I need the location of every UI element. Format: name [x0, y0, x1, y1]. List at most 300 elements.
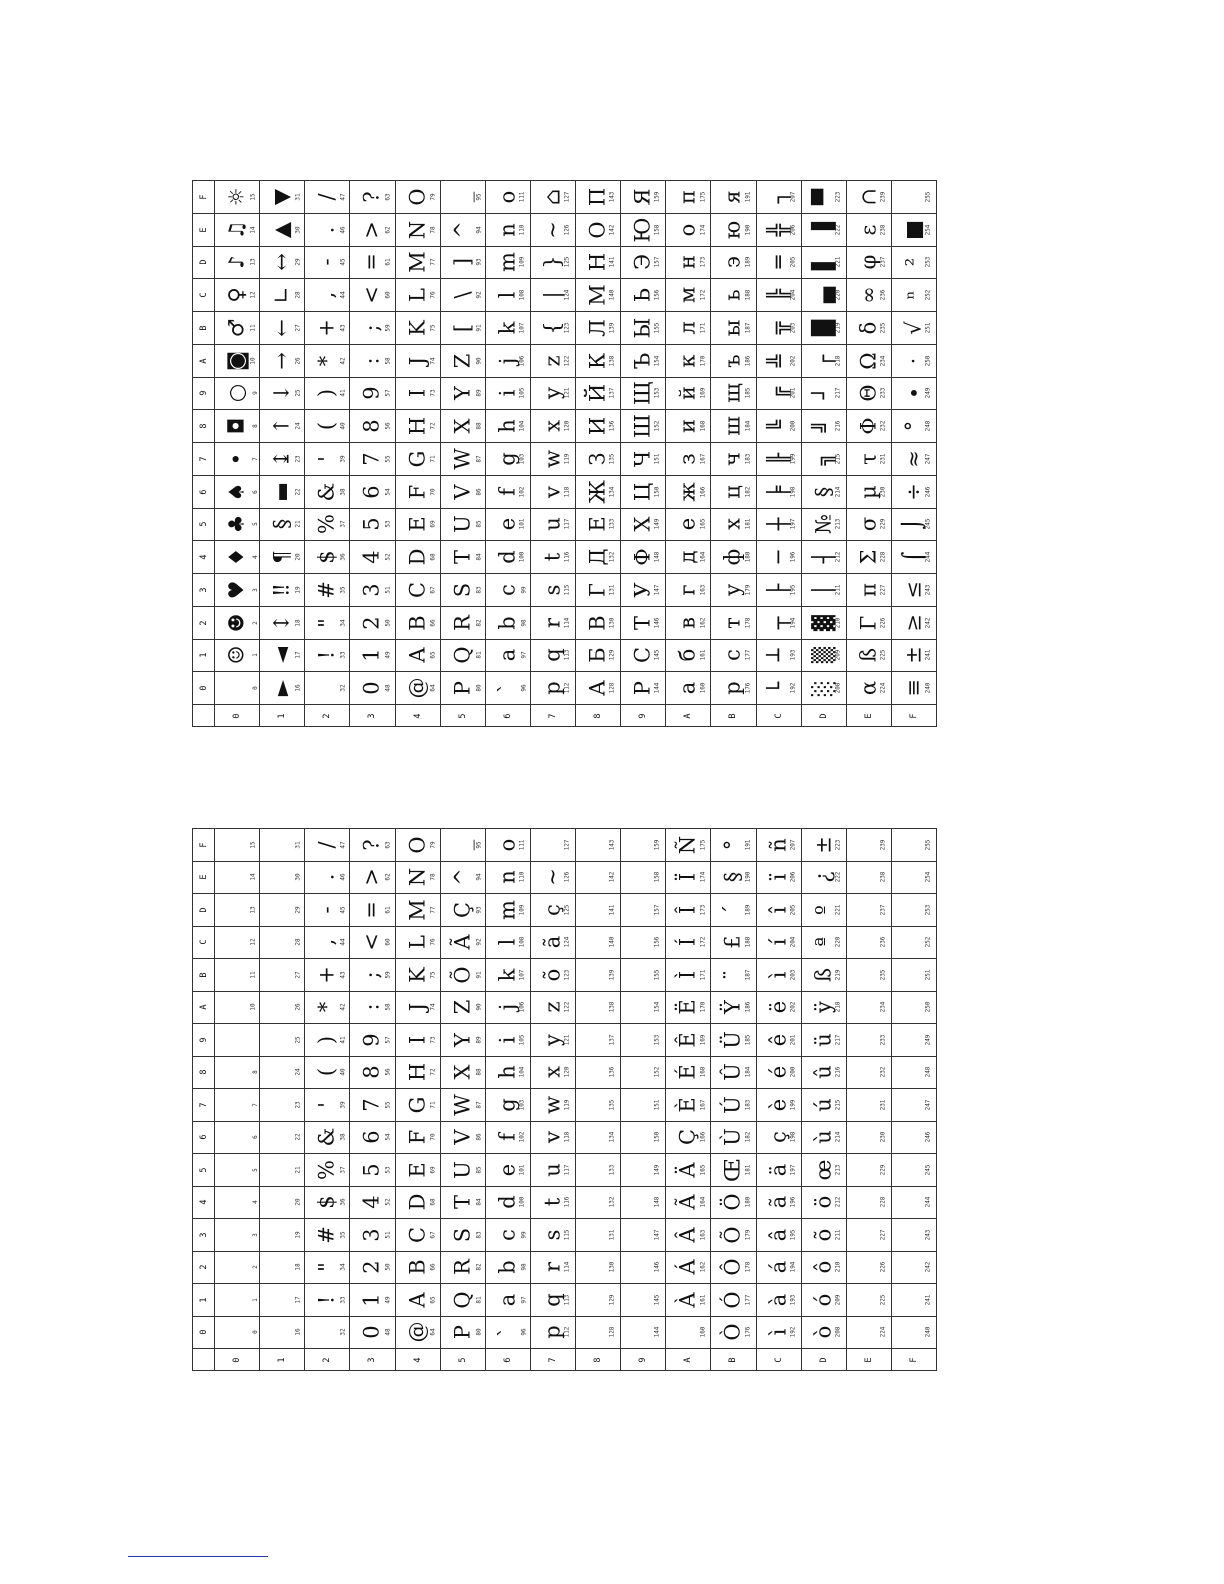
glyph-cell [801, 213, 846, 246]
code-number: 37 [339, 1166, 347, 1174]
glyph: Ч [630, 450, 655, 467]
code-number: 244 [924, 1196, 932, 1208]
code-number: 50 [384, 1263, 392, 1271]
code-number: 61 [384, 258, 392, 266]
glyph-cell [395, 1154, 440, 1187]
glyph: 0 [359, 1325, 384, 1339]
code-number: 227 [879, 584, 887, 596]
glyph-cell [260, 541, 305, 574]
glyph-cell [485, 1251, 530, 1284]
glyph-cell [621, 861, 666, 894]
glyph: ( [314, 1068, 339, 1077]
group-label-cell [440, 1349, 485, 1371]
group-label-cell [530, 1349, 575, 1371]
code-number: 236 [879, 289, 887, 301]
code-number: 43 [339, 324, 347, 332]
code-number: 92 [475, 291, 483, 299]
code-number: 251 [924, 969, 932, 981]
glyph: ε [856, 224, 881, 236]
code-number: 13 [249, 906, 257, 914]
glyph: ± [811, 835, 836, 854]
code-number: 221 [834, 256, 842, 268]
glyph: R [450, 614, 475, 631]
glyph-cell [305, 606, 350, 639]
glyph: E [405, 1162, 430, 1178]
glyph-cell [756, 1121, 801, 1154]
glyph-row [193, 606, 937, 639]
code-number: 188 [744, 936, 752, 948]
code-number: 157 [653, 904, 661, 916]
glyph-cell [485, 541, 530, 574]
code-number: 123 [563, 969, 571, 981]
glyph-cell [350, 1219, 395, 1252]
glyph-cell [485, 1089, 530, 1122]
code-number: 182 [744, 1131, 752, 1143]
glyph: Ы [630, 317, 655, 339]
glyph-cell [666, 1219, 711, 1252]
glyph-cell [711, 508, 756, 541]
glyph-row [193, 1024, 937, 1057]
glyph-cell [530, 1284, 575, 1317]
code-number: 253 [924, 904, 932, 916]
glyph-cell [260, 475, 305, 508]
glyph-cell [756, 213, 801, 246]
code-number: 205 [789, 256, 797, 268]
code-number: 128 [608, 682, 616, 694]
code-number: 92 [475, 938, 483, 946]
glyph: М [585, 284, 610, 306]
glyph: Œ [720, 1157, 745, 1182]
glyph-cell [305, 1024, 350, 1057]
glyph-cell [215, 959, 260, 992]
glyph-cell [666, 639, 711, 672]
code-number: 124 [563, 936, 571, 948]
code-number: 30 [294, 226, 302, 234]
code-number: 164 [698, 551, 706, 563]
glyph-row [193, 639, 937, 672]
code-number: 197 [789, 1164, 797, 1176]
glyph-cell [260, 312, 305, 345]
glyph-cell [801, 991, 846, 1024]
code-number: 96 [520, 684, 528, 692]
code-number: 184 [744, 420, 752, 432]
glyph: Ф [630, 548, 655, 566]
glyph-cell [711, 1219, 756, 1252]
glyph-cell [350, 606, 395, 639]
glyph-cell [846, 894, 891, 927]
glyph: x [540, 1066, 565, 1079]
row-index-cell [193, 377, 215, 410]
glyph-cell [350, 672, 395, 705]
code-number: 8 [251, 1070, 259, 1075]
character-table-upper [192, 180, 937, 727]
glyph: Ñ [675, 835, 700, 854]
glyph-cell [350, 508, 395, 541]
code-number: 119 [563, 453, 571, 465]
glyph-cell [666, 443, 711, 476]
glyph: ´ [720, 904, 745, 915]
glyph: Ò [720, 1323, 745, 1341]
glyph: = [359, 253, 384, 272]
glyph: К [585, 352, 610, 369]
code-number: 106 [518, 355, 526, 367]
glyph-cell [215, 861, 260, 894]
glyph: ▲ [269, 221, 294, 238]
glyph-cell [666, 829, 711, 862]
glyph-cell [846, 1024, 891, 1057]
glyph-row [193, 861, 937, 894]
glyph-cell [576, 443, 621, 476]
glyph-cell [215, 829, 260, 862]
code-number: 191 [744, 191, 752, 203]
code-number: 74 [430, 357, 438, 365]
glyph-cell [485, 991, 530, 1024]
glyph-cell [440, 1284, 485, 1317]
code-number: 98 [520, 619, 528, 627]
row-index-cell [193, 639, 215, 672]
glyph-cell [530, 574, 575, 607]
glyph-cell [350, 926, 395, 959]
glyph: ] [450, 258, 475, 267]
code-number: 210 [834, 1261, 842, 1273]
glyph-cell [711, 279, 756, 312]
code-number: 32 [339, 684, 347, 692]
glyph-cell [350, 1121, 395, 1154]
glyph-cell [350, 344, 395, 377]
glyph: ! [314, 651, 339, 660]
glyph: t [540, 1198, 565, 1207]
group-label: F [908, 712, 919, 719]
glyph-row [193, 1089, 937, 1122]
code-number: 214 [834, 1131, 842, 1143]
glyph-cell [215, 1251, 260, 1284]
glyph-cell [260, 1316, 305, 1349]
glyph-cell [440, 475, 485, 508]
glyph-cell [711, 1186, 756, 1219]
glyph: ╩ [766, 354, 791, 367]
glyph-cell [530, 279, 575, 312]
glyph: Õ [720, 1226, 745, 1244]
code-number: 90 [475, 357, 483, 365]
code-number: 239 [879, 191, 887, 203]
glyph-cell [260, 894, 305, 927]
group-label-cell [350, 1349, 395, 1371]
glyph: й [675, 386, 700, 401]
glyph-cell [440, 181, 485, 214]
code-number: 228 [879, 551, 887, 563]
code-number: 78 [430, 226, 438, 234]
glyph-cell [756, 312, 801, 345]
code-number: 143 [608, 191, 616, 203]
glyph-cell [801, 312, 846, 345]
group-label-cell [711, 1349, 756, 1371]
row-index-cell [193, 959, 215, 992]
glyph-cell [260, 1219, 305, 1252]
glyph-cell [215, 991, 260, 1024]
code-number: 160 [698, 682, 706, 694]
group-label-cell [485, 1349, 530, 1371]
code-number: 110 [518, 871, 526, 883]
code-number: 163 [698, 1229, 706, 1241]
code-number: 162 [698, 1261, 706, 1273]
glyph-cell [215, 894, 260, 927]
code-number: 46 [339, 873, 347, 881]
code-number: 207 [789, 191, 797, 203]
code-number: 66 [430, 1263, 438, 1271]
row-index-label: 4 [198, 1199, 209, 1205]
code-number: 20 [294, 1198, 302, 1206]
corner-cell [193, 1349, 215, 1371]
group-label: 0 [231, 1356, 242, 1363]
code-number: 85 [475, 520, 483, 528]
glyph: д [675, 550, 700, 564]
code-number: 54 [384, 1133, 392, 1141]
glyph-cell [711, 181, 756, 214]
glyph: µ [856, 484, 881, 499]
glyph-cell [891, 344, 936, 377]
code-number: 83 [475, 586, 483, 594]
row-index-cell [193, 508, 215, 541]
glyph: £ [720, 935, 745, 949]
glyph: ² [901, 258, 926, 267]
glyph-cell [215, 312, 260, 345]
glyph-cell [846, 475, 891, 508]
code-number: 103 [518, 453, 526, 465]
code-number: 54 [384, 488, 392, 496]
code-number: 62 [384, 873, 392, 881]
glyph: E [405, 516, 430, 533]
glyph-cell [711, 1284, 756, 1317]
glyph-cell [801, 829, 846, 862]
glyph: U [450, 515, 475, 534]
code-number: 134 [608, 486, 616, 498]
glyph: S [450, 1227, 475, 1242]
code-number: 76 [430, 938, 438, 946]
glyph-cell [215, 1154, 260, 1187]
code-number: 90 [475, 1003, 483, 1011]
glyph-cell [891, 1121, 936, 1154]
glyph: á [766, 1260, 791, 1274]
glyph-cell [260, 926, 305, 959]
code-number: 226 [879, 617, 887, 629]
code-number: 180 [744, 1196, 752, 1208]
glyph: w [540, 449, 565, 468]
glyph: Ï [675, 873, 700, 882]
code-number: 175 [698, 191, 706, 203]
glyph: σ [856, 517, 881, 532]
code-number: 254 [924, 224, 932, 236]
glyph: N [405, 868, 430, 887]
code-number: 172 [698, 289, 706, 301]
glyph: ì [766, 1328, 791, 1336]
row-index-cell [193, 829, 215, 862]
glyph-cell [485, 639, 530, 672]
code-number: 56 [384, 422, 392, 430]
glyph-cell [801, 1056, 846, 1089]
glyph-cell [350, 574, 395, 607]
glyph: ã [766, 1195, 791, 1209]
code-number: 176 [744, 1326, 752, 1338]
code-number: 93 [475, 258, 483, 266]
glyph: к [675, 354, 700, 368]
glyph: ┴ [766, 649, 791, 662]
glyph: \ [450, 291, 475, 299]
glyph: Ü [720, 1030, 745, 1049]
code-number: 1 [251, 1297, 259, 1302]
row-index-label: C [198, 292, 209, 298]
row-index-cell [193, 344, 215, 377]
row-index-cell [193, 606, 215, 639]
glyph: ù [811, 1130, 836, 1145]
code-number: 177 [744, 1294, 752, 1306]
code-number: 188 [744, 289, 752, 301]
row-index-label: 9 [198, 390, 209, 396]
glyph: х [720, 518, 745, 531]
code-number: 186 [744, 355, 752, 367]
glyph-cell [891, 213, 936, 246]
code-number: 183 [744, 1099, 752, 1111]
glyph: " [314, 1262, 339, 1273]
code-number: 116 [563, 1196, 571, 1208]
glyph: ú [811, 1097, 836, 1112]
glyph-cell [530, 959, 575, 992]
glyph: ç [540, 903, 565, 916]
glyph-cell [621, 639, 666, 672]
glyph-cell [350, 1186, 395, 1219]
glyph: ß [856, 648, 881, 663]
code-number: 14 [249, 873, 257, 881]
glyph-cell [711, 639, 756, 672]
code-number: 114 [563, 617, 571, 629]
glyph: т [720, 616, 745, 629]
glyph-cell [576, 1316, 621, 1349]
glyph: I [405, 1035, 430, 1044]
code-number: 198 [789, 1131, 797, 1143]
glyph-cell [395, 959, 440, 992]
glyph: ° [720, 839, 745, 850]
code-number: 68 [430, 1198, 438, 1206]
glyph-cell [530, 312, 575, 345]
code-number: 239 [879, 839, 887, 851]
code-number: 192 [789, 682, 797, 694]
glyph-cell [305, 475, 350, 508]
glyph-cell [756, 959, 801, 992]
glyph-cell [576, 672, 621, 705]
glyph: ◘ [224, 417, 249, 435]
group-label: 2 [322, 712, 333, 719]
code-number: 81 [475, 1296, 483, 1304]
glyph-cell [440, 829, 485, 862]
glyph-cell [350, 829, 395, 862]
glyph: Ô [720, 1258, 745, 1276]
code-number: 218 [834, 355, 842, 367]
code-number: 10 [249, 357, 257, 365]
glyph-cell [215, 410, 260, 443]
glyph-cell [395, 312, 440, 345]
glyph: Р [630, 681, 655, 696]
glyph: ц [720, 484, 745, 499]
row-index-cell [193, 312, 215, 345]
code-number: 77 [430, 258, 438, 266]
code-number: 104 [518, 1066, 526, 1078]
glyph: е [675, 518, 700, 531]
glyph-cell [485, 959, 530, 992]
code-number: 165 [698, 518, 706, 530]
code-number: 71 [430, 455, 438, 463]
glyph: ! [314, 1295, 339, 1304]
glyph-row [193, 279, 937, 312]
group-label-cell [801, 1349, 846, 1371]
glyph-cell [305, 991, 350, 1024]
code-number: 175 [698, 839, 706, 851]
code-number: 131 [608, 1229, 616, 1241]
glyph-cell [891, 1186, 936, 1219]
code-number: 89 [475, 1036, 483, 1044]
code-number: 158 [653, 224, 661, 236]
glyph-cell [576, 279, 621, 312]
glyph-cell [440, 279, 485, 312]
group-label-cell [395, 1349, 440, 1371]
glyph: 4 [359, 1195, 384, 1209]
glyph-cell [891, 181, 936, 214]
code-number: 154 [653, 355, 661, 367]
row-index-label: 5 [198, 1167, 209, 1173]
row-index-label: D [198, 259, 209, 265]
glyph-cell [305, 1284, 350, 1317]
glyph-cell [530, 508, 575, 541]
glyph: Д [585, 548, 610, 566]
glyph-cell [891, 1284, 936, 1317]
glyph-cell [440, 639, 485, 672]
glyph-cell [846, 279, 891, 312]
code-number: 170 [698, 355, 706, 367]
glyph: ¿ [811, 871, 836, 883]
glyph-cell [711, 861, 756, 894]
glyph-cell [891, 279, 936, 312]
code-number: 47 [339, 841, 347, 849]
code-number: 253 [924, 256, 932, 268]
glyph: W [450, 448, 475, 470]
glyph-cell [350, 246, 395, 279]
glyph-cell [395, 213, 440, 246]
glyph-cell [530, 1056, 575, 1089]
glyph-cell [576, 959, 621, 992]
glyph-cell [440, 541, 485, 574]
glyph-cell [576, 541, 621, 574]
glyph-cell [395, 926, 440, 959]
glyph: Â [675, 1227, 700, 1243]
glyph-cell [801, 639, 846, 672]
glyph: ≥ [901, 613, 926, 632]
glyph-row [193, 991, 937, 1024]
glyph-cell [485, 861, 530, 894]
glyph: я [720, 190, 745, 204]
code-number: 208 [834, 1326, 842, 1338]
glyph: ▀ [811, 188, 836, 205]
group-label: 8 [592, 712, 603, 719]
code-number: 100 [518, 1196, 526, 1208]
group-label-cell [756, 1349, 801, 1371]
code-number: 23 [294, 455, 302, 463]
glyph-cell [621, 1284, 666, 1317]
group-label-cell [891, 1349, 936, 1371]
glyph: ß [811, 967, 836, 982]
glyph: v [540, 485, 565, 498]
glyph-cell [260, 861, 305, 894]
code-number: 149 [653, 1164, 661, 1176]
code-number: 112 [563, 1326, 571, 1338]
group-label-cell [621, 705, 666, 727]
